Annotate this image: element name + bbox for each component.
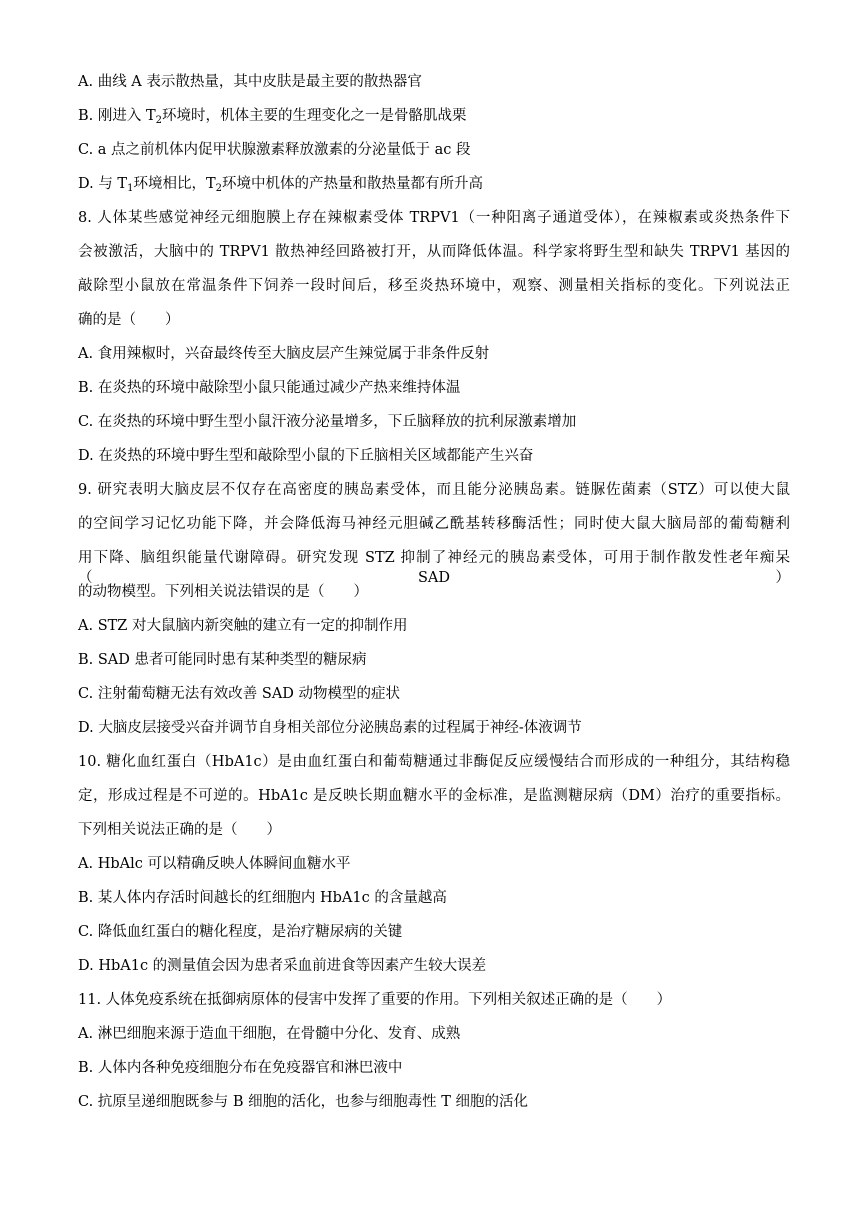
q8-option-b: B. 在炎热的环境中敲除型小鼠只能通过减少产热来维持体温	[78, 380, 461, 396]
q7-option-a-text: A. 曲线 A 表示散热量，其中皮肤是最主要的散热器官	[78, 74, 422, 90]
q10-option-d: D. HbA1c 的测量值会因为患者采血前进食等因素产生较大误差	[78, 958, 487, 974]
q7-option-d-subscript-2: 2	[215, 183, 223, 194]
q10-stem-line-3: 下列相关说法正确的是（ ）	[78, 822, 281, 838]
q11-option-a: A. 淋巴细胞来源于造血干细胞，在骨髓中分化、发育、成熟	[78, 1026, 461, 1042]
q9-stem-line-1: 9. 研究表明大脑皮层不仅存在高密度的胰岛素受体，而且能分泌胰岛素。链脲佐菌素（STZ）可以使大鼠	[78, 482, 790, 498]
q7-option-b-subscript: 2	[155, 115, 163, 126]
q9-stem-line-4: 的动物模型。下列相关说法错误的是（ ）	[78, 584, 368, 600]
q9-option-a: A. STZ 对大鼠脑内新突触的建立有一定的抑制作用	[78, 618, 408, 634]
q11-option-b: B. 人体内各种免疫细胞分布在免疫器官和淋巴液中	[78, 1060, 403, 1076]
q7-option-c	[78, 140, 790, 160]
q7-option-d-text: D. 与 T	[78, 176, 128, 192]
q7-option-d-text-2: 环境相比，T	[133, 176, 216, 192]
q8-option-a: A. 食用辣椒时，兴奋最终传至大脑皮层产生辣觉属于非条件反射	[78, 346, 490, 362]
q7-option-b-text: B. 刚进入 T	[78, 108, 156, 124]
q11-stem-line-1: 11. 人体免疫系统在抵御病原体的侵害中发挥了重要的作用。下列相关叙述正确的是（ ）	[78, 992, 672, 1008]
q10-option-b: B. 某人体内存活时间越长的红细胞内 HbA1c 的含量越高	[78, 890, 447, 906]
q7-option-d-subscript: 1	[127, 183, 134, 194]
q7-option-d	[78, 174, 790, 194]
q8-option-d: D. 在炎热的环境中野生型和敲除型小鼠的下丘脑相关区域都能产生兴奋	[78, 448, 534, 464]
q8-stem-line-3: 敲除型小鼠放在常温条件下饲养一段时间后，移至炎热环境中，观察、测量相关指标的变化。下列说法正	[78, 278, 790, 294]
q9-stem-line-2: 的空间学习记忆功能下降，并会降低海马神经元胆碱乙酰基转移酶活性；同时使大鼠大脑局部的葡萄糖利	[78, 516, 790, 532]
q9-option-b: B. SAD 患者可能同时患有某种类型的糖尿病	[78, 652, 367, 668]
q8-stem-line-2: 会被激活，大脑中的 TRPV1 散热神经回路被打开，从而降低体温。科学家将野生型和缺失 TRPV1 基因的	[78, 244, 790, 260]
q7-option-b	[78, 106, 790, 126]
q7-option-c-text: C. a 点之前机体内促甲状腺激素释放激素的分泌量低于 ac 段	[78, 142, 471, 158]
q7-option-a	[78, 72, 790, 92]
q7-option-d-text-3: 环境中机体的产热量和散热量都有所升高	[222, 176, 484, 192]
q9-option-c: C. 注射葡萄糖无法有效改善 SAD 动物模型的症状	[78, 686, 401, 702]
q9-option-d: D. 大脑皮层接受兴奋并调节自身相关部位分泌胰岛素的过程属于神经-体液调节	[78, 720, 582, 736]
q11-option-c: C. 抗原呈递细胞既参与 B 细胞的活化，也参与细胞毒性 T 细胞的活化	[78, 1094, 529, 1110]
q8-option-c: C. 在炎热的环境中野生型小鼠汗液分泌量增多，下丘脑释放的抗利尿激素增加	[78, 414, 577, 430]
q7-option-b-text-2: 环境时，机体主要的生理变化之一是骨骼肌战栗	[162, 108, 467, 124]
q10-stem-line-1: 10. 糖化血红蛋白（HbA1c）是由血红蛋白和葡萄糖通过非酶促反应缓慢结合而形成的一种组分，其结构稳	[78, 754, 790, 770]
q8-stem-line-4: 确的是（ ）	[78, 312, 180, 328]
q10-option-a: A. HbAlc 可以精确反映人体瞬间血糖水平	[78, 856, 351, 872]
q10-option-c: C. 降低血红蛋白的糖化程度，是治疗糖尿病的关键	[78, 924, 403, 940]
q8-stem-line-1: 8. 人体某些感觉神经元细胞膜上存在辣椒素受体 TRPV1（一种阳离子通道受体），在辣椒素或炎热条件下	[78, 210, 790, 226]
q10-stem-line-2: 定，形成过程是不可逆的。HbA1c 是反映长期血糖水平的金标准，是监测糖尿病（DM）治疗的重要指标。	[78, 788, 790, 804]
q9-stem-line-3: 用下降、脑组织能量代谢障碍。研究发现 STZ 抑制了神经元的胰岛素受体，可用于制作散发性老年痴呆（SAD）	[78, 550, 790, 586]
